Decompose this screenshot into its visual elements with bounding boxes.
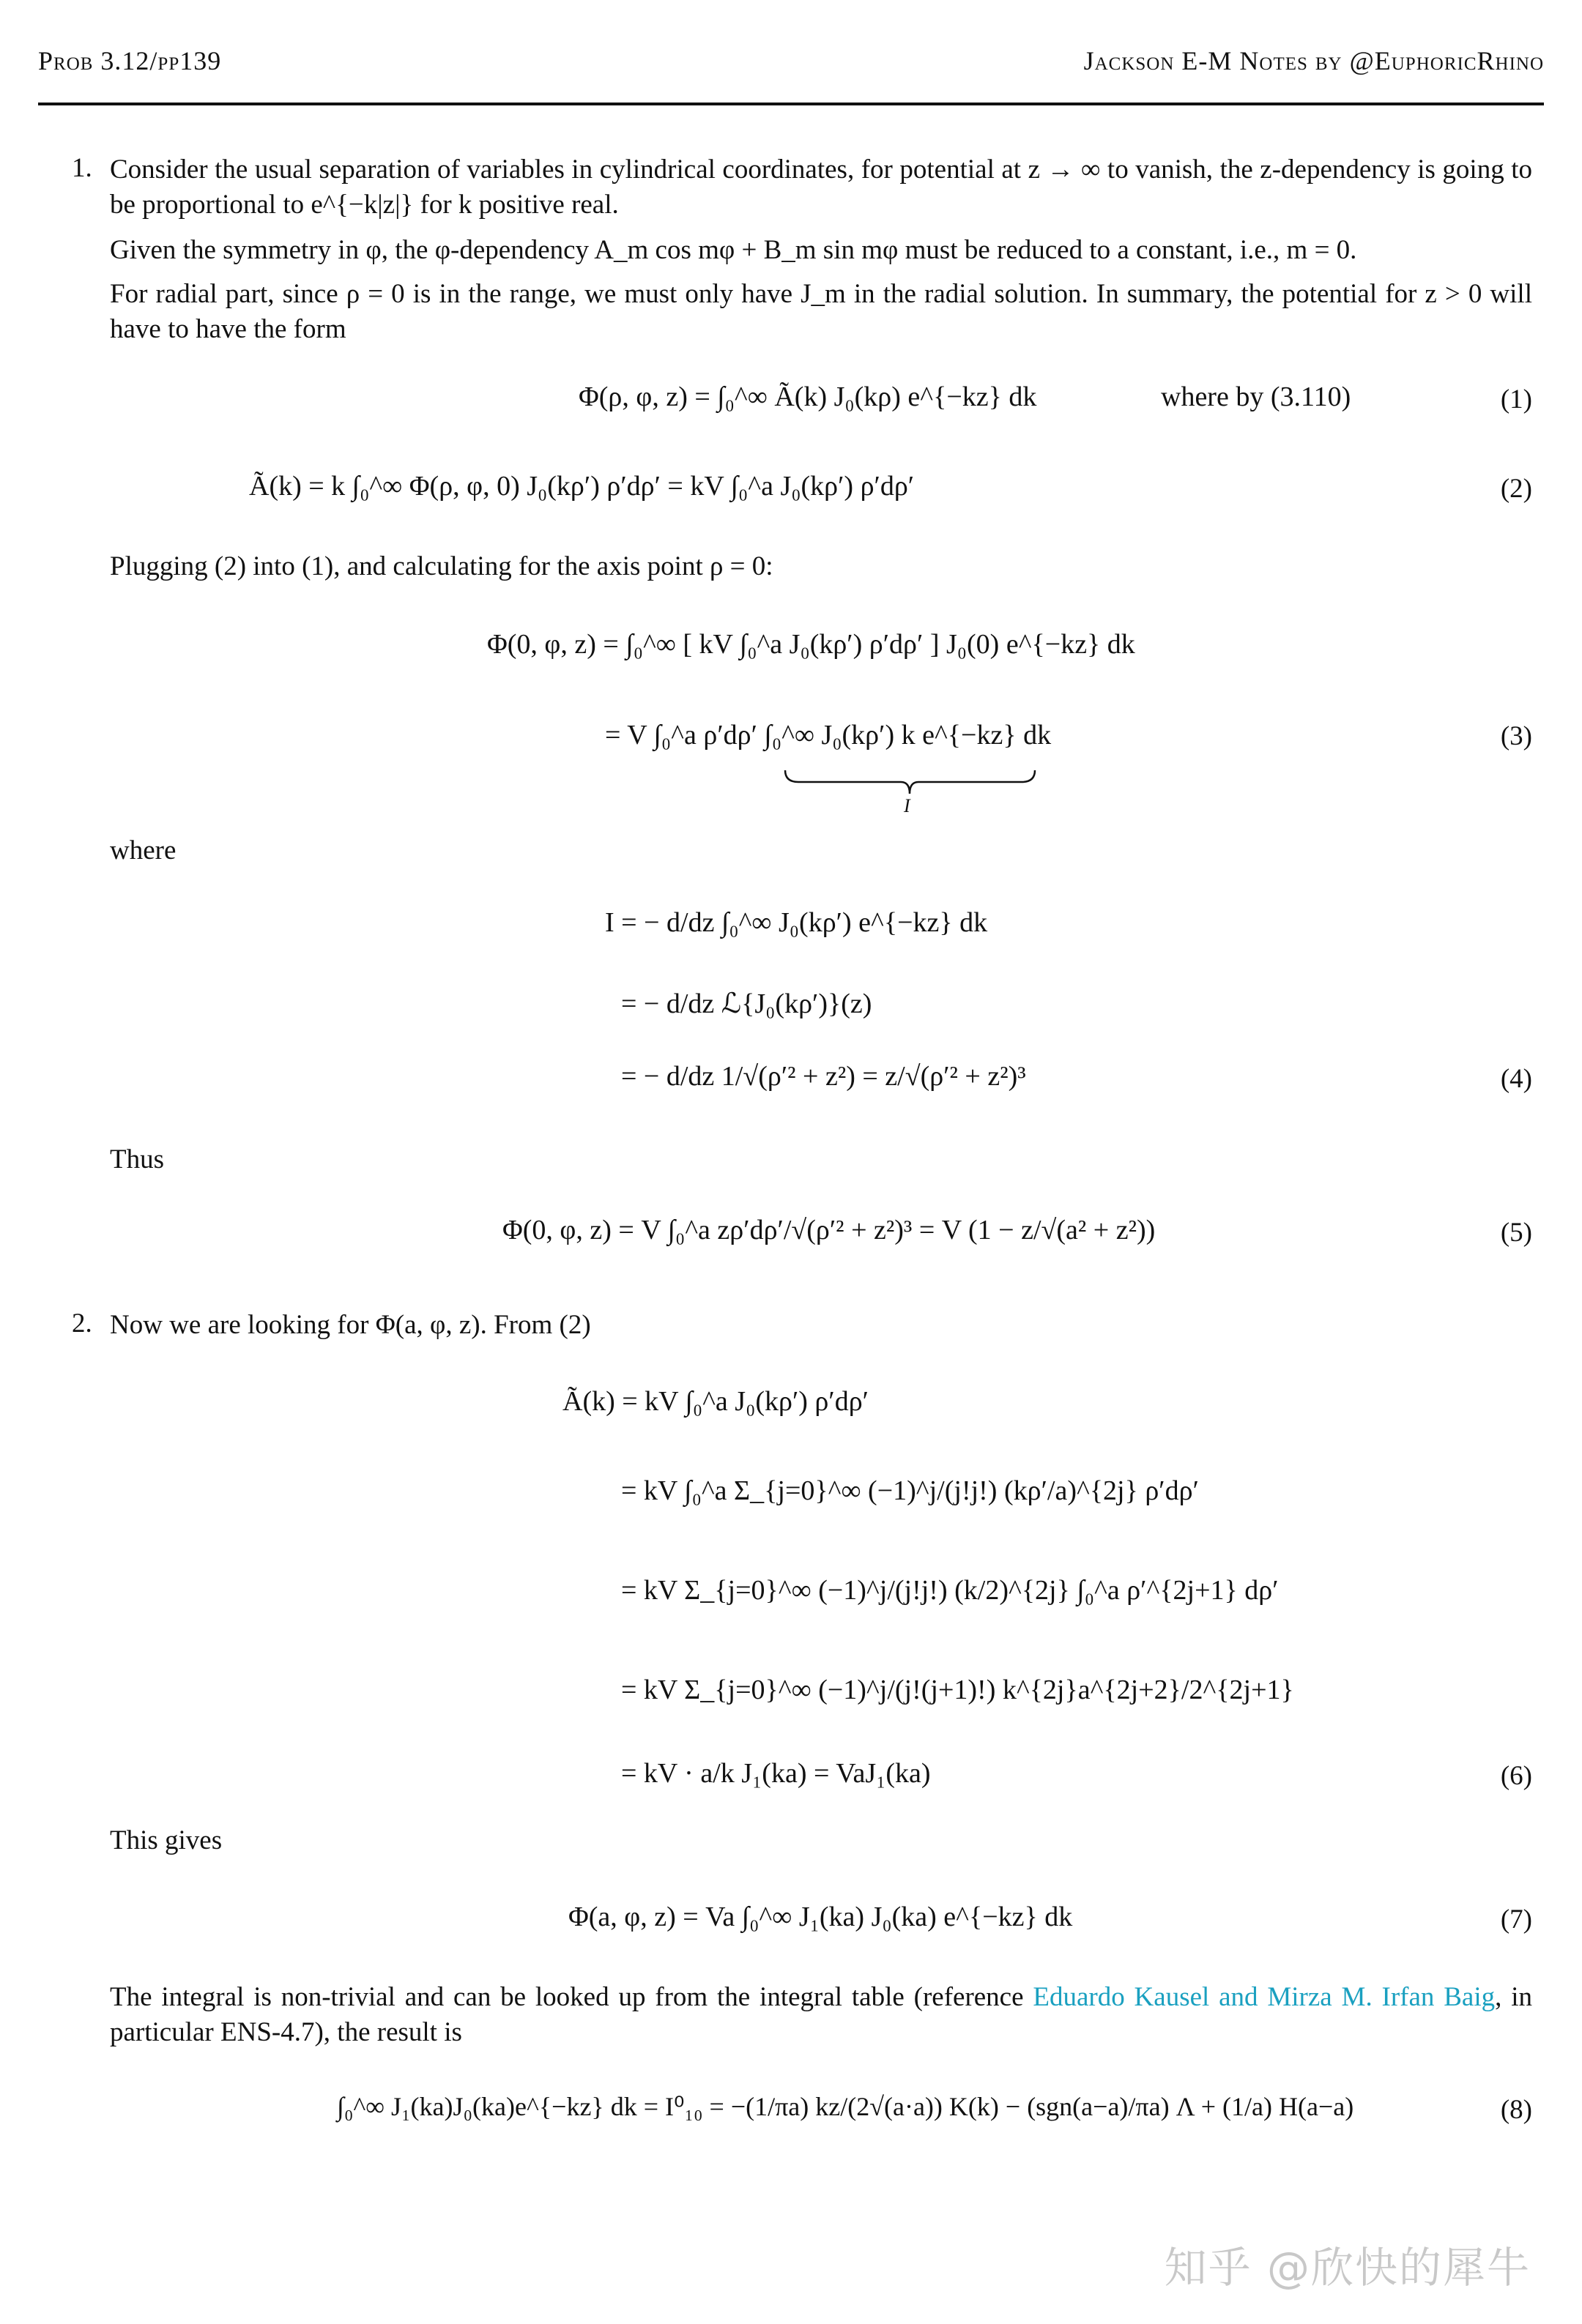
equation-6a: Ã(k) = kV ∫₀^a J₀(kρ′) ρ′dρ′ <box>562 1386 869 1417</box>
item-1-para-4: Plugging (2) into (1), and calculating for the axis point ρ = 0: <box>110 551 773 581</box>
eq-number-6: (6) <box>1500 1761 1532 1791</box>
header-left: Prob 3.12/pp139 <box>38 46 222 75</box>
item-1-para-3: For radial part, since ρ = 0 is in the range, we must only have J_m in the radial solution. In summary, the potential for z > 0 will have to have the form <box>110 279 1532 344</box>
equation-6d: = kV Σ_{j=0}^∞ (−1)^j/(j!(j+1)!) k^{2j}a^{2j+2}/2^{2j+1} <box>621 1675 1294 1705</box>
page-header <box>38 45 1544 91</box>
equation-3b: = V ∫₀^a ρ′dρ′ ∫₀^∞ J₀(kρ′) k e^{−kz} dk <box>605 720 1052 751</box>
equation-1-note: where by (3.110) <box>1161 381 1351 412</box>
item-2-para-2 <box>110 1980 1532 2050</box>
item-2-para-2-post: , in particular ENS-4.7), the result is <box>110 1982 1533 2047</box>
header-right: Jackson E-M Notes by @EuphoricRhino <box>1083 46 1544 75</box>
eq-number-8: (8) <box>1500 2095 1532 2125</box>
item-2-para-2-pre: The integral is non-trivial and can be looked up from the integral table (reference <box>110 1982 1033 2012</box>
equation-6e: = kV · a/k J₁(ka) = VaJ₁(ka) <box>621 1758 931 1789</box>
eq-number-3: (3) <box>1500 721 1532 751</box>
this-gives-label: This gives <box>110 1825 223 1855</box>
equation-2: Ã(k) = k ∫₀^∞ Φ(ρ, φ, 0) J₀(kρ′) ρ′dρ′ = kV ∫₀^a J₀(kρ′) ρ′dρ′ <box>249 471 915 502</box>
item-1-para-2: Given the symmetry in φ, the φ-dependency A_m cos mφ + B_m sin mφ must be reduced to a constant, i.e., m = 0. <box>110 235 1357 265</box>
item-1-number: 1. <box>72 153 92 183</box>
equation-3a: Φ(0, φ, z) = ∫₀^∞ [ kV ∫₀^a J₀(kρ′) ρ′dρ′ ] J₀(0) e^{−kz} dk <box>487 629 1135 660</box>
where-label: where <box>110 835 177 865</box>
equation-6c: = kV Σ_{j=0}^∞ (−1)^j/(j!j!) (k/2)^{2j} ∫₀^a ρ′^{2j+1} dρ′ <box>621 1575 1279 1606</box>
item-2-para-1: Now we are looking for Φ(a, φ, z). From (2) <box>110 1310 591 1340</box>
reference-link[interactable]: Eduardo Kausel and Mirza M. Irfan Baig <box>1033 1982 1496 2012</box>
watermark: 知乎 @欣快的犀牛 <box>1164 2243 1531 2293</box>
eq-number-7: (7) <box>1500 1904 1532 1934</box>
equation-1: Φ(ρ, φ, z) = ∫₀^∞ Ã(k) J₀(kρ) e^{−kz} dk <box>579 381 1037 412</box>
equation-7: Φ(a, φ, z) = Va ∫₀^∞ J₁(ka) J₀(ka) e^{−kz} dk <box>568 1902 1073 1932</box>
equation-4c: = − d/dz 1/√(ρ′² + z²) = z/√(ρ′² + z²)³ <box>621 1061 1026 1092</box>
equation-4b: = − d/dz ℒ{J₀(kρ′)}(z) <box>621 988 872 1019</box>
eq-number-5: (5) <box>1500 1218 1532 1248</box>
equation-6b: = kV ∫₀^a Σ_{j=0}^∞ (−1)^j/(j!j!) (kρ′/a)^{2j} ρ′dρ′ <box>621 1475 1199 1506</box>
underbrace-label: I <box>904 795 910 816</box>
eq-number-1: (1) <box>1500 384 1532 414</box>
item-2-number: 2. <box>72 1308 92 1338</box>
equation-5: Φ(0, φ, z) = V ∫₀^a zρ′dρ′/√(ρ′² + z²)³ = V (1 − z/√(a² + z²)) <box>502 1215 1156 1245</box>
thus-label: Thus <box>110 1144 164 1174</box>
item-1-para-1: Consider the usual separation of variables in cylindrical coordinates, for potential at z → ∞ to vanish, the z-dependency is going to be proportional to e^{−k|z|} for k positive real. <box>110 154 1532 220</box>
equation-4a: I = − d/dz ∫₀^∞ J₀(kρ′) e^{−kz} dk <box>605 907 988 938</box>
header-rule <box>38 103 1544 105</box>
equation-8: ∫₀^∞ J₁(ka)J₀(ka)e^{−kz} dk = I⁰₁₀ = −(1/πa) kz/(2√(a·a)) K(k) − (sgn(a−a)/πa) Λ + (1/a) H(a−a) <box>337 2092 1354 2121</box>
eq-number-2: (2) <box>1500 474 1532 504</box>
eq-number-4: (4) <box>1500 1064 1532 1094</box>
